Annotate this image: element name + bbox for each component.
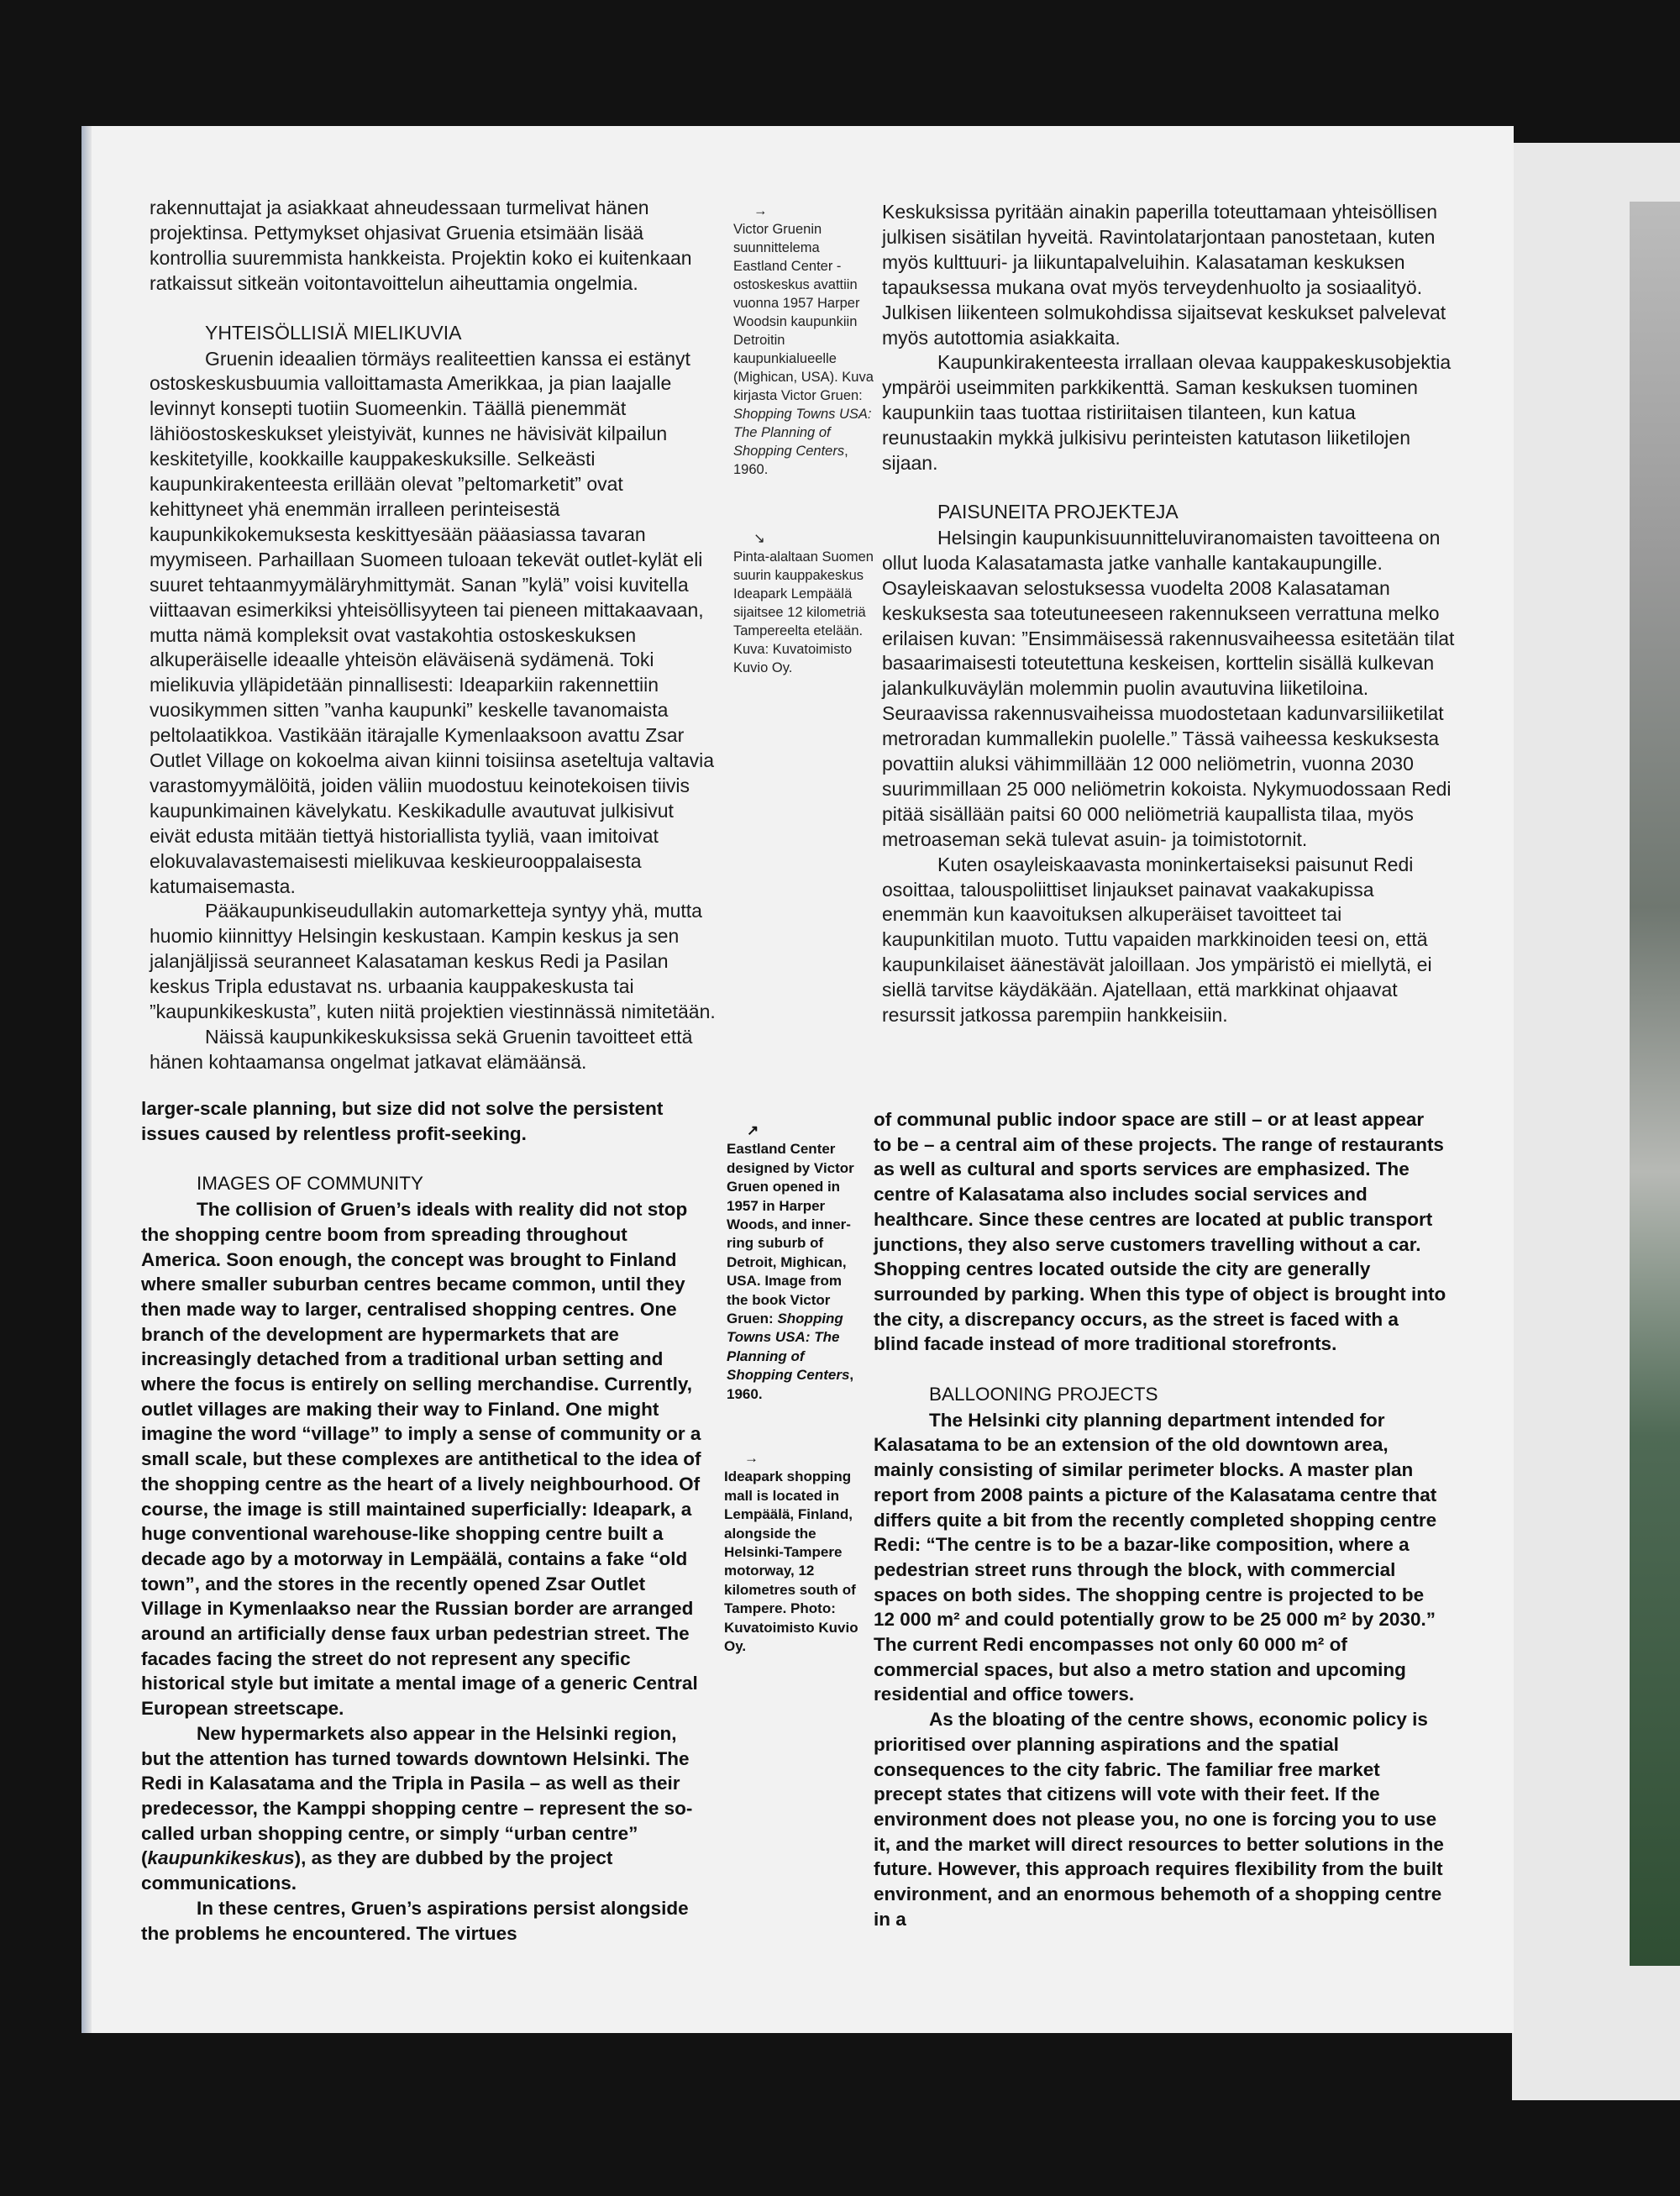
fi-column-left [150,196,719,1075]
fi-paragraph: Gruenin ideaalien törmäys realiteettien kanssa ei estänyt ostoskeskusbuumia valloittamasta Amerikkaa, ja pian laajalle levinnyt konsepti tuotiin Suomeenkin. Täällä pienemmät lähiöostoskeskukset yleistyivät, kunnes ne hävisivät kilpailun keskitetyille, kookkaille kauppakeskuksille. Selkeästi kaupunkirakenteesta erillään olevat ”peltomarketit” ovat kehittyneet yhä enemmän irralleen perinteisestä kaupunkikokemuksesta keskittyesään pääasiassa tavaran myymiseen. Parhaillaan Suomeen tuloaan tekevät outlet-kylät eli suuret tehtaanmyymäläryhmittymät. Sanan ”kylä” voisi kuvitella viittaavan esimerkiksi yhteisöllisyyteen tai pieneen mittakaavaan, mutta nämä kompleksit ovat vastakohtia ostoskeskuksen alkuperäiselle ideaalle yhteisön eläväisenä sydämenä. Toki mielikuvia ylläpidetään pinnallisesti: Ideaparkiin rakennettiin vuosikymmen sitten ”vanha kaupunki” keskelle tavanomaista peltolaatikkoa. Vastikään itärajalle Kymenlaaksoon avattu Zsar Outlet Village on kokoelma aivan kiinni toisiinsa aseteltuja valtavia varastomyymälöitä, joiden väliin muodostuu keinotekoisen tiivis kaupunkimainen kävelykatu. Keskikadulle avautuvat julkisivut eivät edusta mitään tiettyä historiallista tyyliä, vaan imitoivat elokuvalavastemaisesti mielikuvaa keskieurooppalaisesta katumaisemasta. [150,347,715,897]
en-paragraph: The Helsinki city planning department intended for Kalasatama to be an extension of the old downtown area, mainly consisting of similar perimeter blocks. A master plan report from 2008 paints a picture of the Kalasatama centre that differs quite a bit from the recently completed shopping centre Redi: “The centre is to be a bazar-like composition, where a pedestrian street runs through the block, with commercial spaces on both sides. The shopping centre is projected to be 12 000 m² and could potentially grow to be 25 000 m² by 2030.” The current Redi encompasses not only 60 000 m² of commercial spaces, but also a metro station and upcoming residential and office towers. [874,1409,1437,1705]
fi-paragraph: rakennuttajat ja asiakkaat ahneudessaan turmelivat hänen projektinsa. Pettymykset ohjasivat Gruenia etsimään lisää kontrollia suuremmista hankkeista. Projektin koko ei kuitenkaan ratkaissut sitkeän voitontavoittelun aiheuttamia ongelmia. [150,197,692,294]
en-column-right [874,1107,1446,1932]
arrow-right-icon: → [744,1450,759,1466]
en-heading-ballooning: BALLOONING PROJECTS [929,1384,1158,1405]
en-caption-1: ↗ Eastland Center designed by Victor Gruen opened in 1957 in Harper Woods, and inner-ring suburb of Detroit, Mighican, USA. Image from the book Victor Gruen: Shopping Towns USA: The Planning of Shopping Centers, 1960. [727,1122,861,1404]
arrow-right-icon: → [753,203,768,218]
en-paragraph: In these centres, Gruen’s aspirations persist alongside the problems he encountered. The virtues [141,1897,689,1944]
fi-paragraph: Näissä kaupunkikeskuksissa sekä Gruenin tavoitteet että hänen kohtaamansa ongelmat jatkavat elämäänsä. [150,1026,693,1073]
aerial-photo-edge [1630,202,1680,1966]
arrow-down-right-icon: ↘ [753,531,765,546]
en-heading-images: IMAGES OF COMMUNITY [197,1173,423,1195]
en-paragraph: The collision of Gruen’s ideals with reality did not stop the shopping centre boom from spreading throughout America. Soon enough, the concept was brought to Finland where smaller suburban centres became common, until they then made way to larger, centralised shopping centres. One branch of the development are hypermarkets that are increasingly detached from a traditional urban setting and where the focus is entirely on selling merchandise. Currently, outlet villages are making their way to Finland. One might imagine the word “village” to imply a sense of community or a small scale, but these complexes are antithetical to the idea of the shopping centre as the heart of a lively neighbourhood. Of course, the image is still maintained superficially: Ideapark, a huge conventional warehouse-like shopping centre built a decade ago by a motorway in Lempäälä, contains a fake “old town”, and the stores in the recently opened Zsar Outlet Village in Kymenlaakso near the Russian border are arranged around an artificially dense faux urban pedestrian street. The facades facing the street do not represent any specific historical style but imitate a mental image of a generic Central European streetscape. [141,1199,701,1720]
fi-column-right [882,200,1455,1028]
fi-caption-2: ↘ Pinta-alaltaan Suomen suurin kauppakeskus Ideapark Lempäälä sijaitsee 12 kilometriä Tampereelta etelään. Kuva: Kuvatoimisto Kuvio Oy. [733,531,874,675]
arrow-up-right-icon: ↗ [747,1122,759,1138]
fi-paragraph: Keskuksissa pyritään ainakin paperilla toteuttamaan yhteisöllisen julkisen sisätilan hyveitä. Ravintolatarjontaan panostetaan, kuten myös kulttuuri- ja liikuntapalveluihin. Kalasataman keskuksen tapauksessa mukana ovat myös terveydenhuolto ja sosiaalityö. Julkisen liikenteen solmukohdissa sijaitsevat keskukset palvelevat myös autottomia asiakkaita. [882,201,1446,349]
en-paragraph: of communal public indoor space are still – or at least appear to be – a central aim of these projects. The range of restaurants as well as cultural and sports services are emphasized. The centre of Kalasatama also includes social services and healthcare. Since these centres are located at public transport junctions, they also serve customers travelling without a car. Shopping centres located outside the city are generally surrounded by parking. When this type of object is brought into the city, a discrepancy occurs, as the street is faced with a blind facade instead of more traditional storefronts. [874,1109,1446,1355]
fi-paragraph: Helsingin kaupunkisuunnitteluviranomaisten tavoitteena on ollut luoda Kalasatamasta jatke vanhalle kantakaupungille. Osayleiskaavan selostuksessa vuodelta 2008 Kalasataman keskuksesta saa toteutuneeseen rakennukseen verrattuna melko erilaisen kuvan: ”Ensimmäisessä rakennusvaiheessa esitetään tilat basaarimaisesti toteutettuna keskeisen, korttelin sisällä kulkevan jalankulkuväylän molemmin puolin avautuvina liiketiloina. Seuraavissa rakennusvaiheissa muodostetaan kadunvarsiliiketilat metroradan kummallekin puolelle.” Tässä vaiheessa keskuksesta povattiin aluksi vähimmillään 12 000 neliömetrin, vuonna 2030 suurimmillaan 25 000 neliömetrin kokoista. Nykymuodossaan Redi pitää sisällään paitsi 60 000 neliömetriä kaupallista tilaa, myös metroaseman sekä tulevat asuin- ja toimistotornit. [882,526,1455,850]
en-column-left [141,1096,711,1946]
fi-heading-yhteisollisia: YHTEISÖLLISIÄ MIELIKUVIA [205,321,462,344]
page-spine [81,126,92,2033]
en-paragraph: As the bloating of the centre shows, economic policy is prioritised over planning aspirations and the spatial consequences to the city fabric. The familiar free market precept states that citizens will vote with their feet. If the environment does not please you, no one is forcing you to use it, and the market will direct resources to better solutions in the future. However, this approach requires flexibility from the built environment, and an enormous behemoth of a shopping centre in a [874,1709,1444,1930]
en-paragraph: larger-scale planning, but size did not solve the persistent issues caused by relentless profit-seeking. [141,1098,664,1144]
fi-heading-paisuneita: PAISUNEITA PROJEKTEJA [937,500,1179,523]
fi-paragraph: Pääkaupunkiseudullakin automarketteja syntyy yhä, mutta huomio kiinnittyy Helsingin keskustaan. Kampin keskus ja sen jalanjäljissä seuranneet Kalasataman keskus Redi ja Pasilan keskus Tripla edustavat ns. urbaania kauppakeskusta tai ”kaupunkikeskusta”, kuten niitä projektien viestinnässä nimitetään. [150,900,716,1023]
en-caption-2: → Ideapark shopping mall is located in Lempäälä, Finland, alongside the Helsinki-Tampere motorway, 12 kilometres south of Tampere. Photo: Kuvatoimisto Kuvio Oy. [724,1450,858,1655]
fi-paragraph: Kuten osayleiskaavasta moninkertaiseksi paisunut Redi osoittaa, talouspoliittiset linjaukset painavat vaakakupissa enemmän kun kaavoituksen alkuperäiset tavoitteet tai kaupunkitilan muoto. Tuttu vapaiden markkinoiden teesi on, että kaupunkilaiset äänestävät jaloillaan. Jos ympäristö ei miellytä, ei siellä tarvitse käydäkään. Ajatellaan, että markkinat ohjaavat resurssit jatkossa parempiin hankkeisiin. [882,853,1432,1027]
fi-caption-1: → Victor Gruenin suunnittelema Eastland Center -ostoskeskus avattiin vuonna 1957 Harper Woodsin kaupunkiin Detroitin kaupunkialueelle (Mighican, USA). Kuva kirjasta Victor Gruen: Shopping Towns USA: The Planning of Shopping Centers, 1960. [733,203,874,477]
en-paragraph: New hypermarkets also appear in the Helsinki region, but the attention has turned towards downtown Helsinki. The Redi in Kalasatama and the Tripla in Pasila – as well as their predecessor, the Kamppi shopping centre – represent the so-called urban shopping centre, or simply “urban centre” (kaupunkikeskus), as they are dubbed by the project communications. [141,1722,693,1894]
fi-paragraph: Kaupunkirakenteesta irrallaan olevaa kauppakeskusobjektia ympäröi useimmiten parkkikenttä. Saman keskuksen tuominen kaupunkiin taas tuottaa ristiriitaisen tilanteen, kun katua reunustaakin mykkä julkisivu perinteisten katutason liiketilojen sijaan. [882,351,1452,475]
